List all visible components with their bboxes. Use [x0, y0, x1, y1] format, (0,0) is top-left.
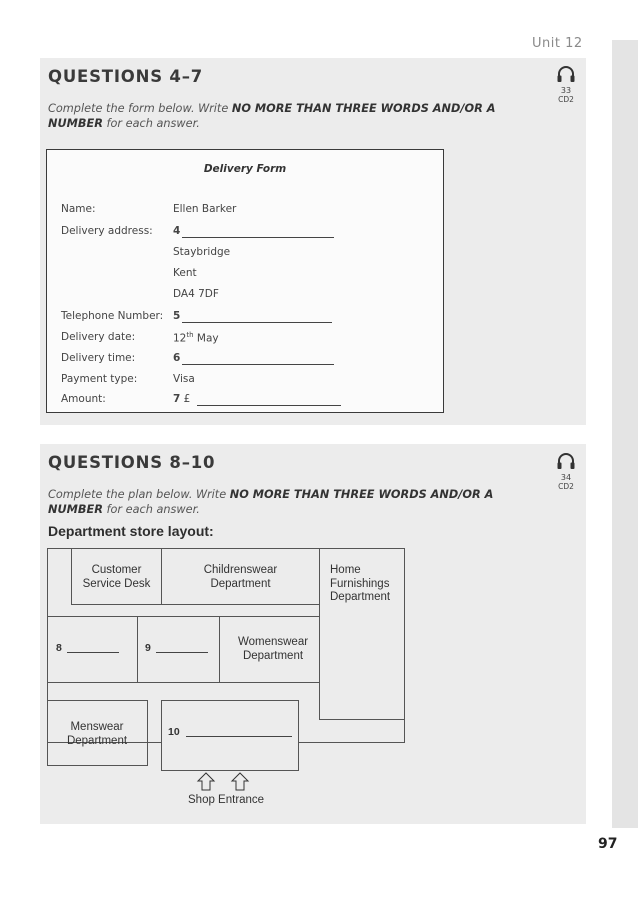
- audio-track-badge-34: [546, 453, 586, 491]
- audio-track-number: 33: [560, 86, 572, 95]
- section-title-questions-4-7: QUESTIONS 4–7: [48, 67, 204, 86]
- answer-blank-9[interactable]: [156, 652, 208, 653]
- question-number-5: 5: [173, 310, 181, 322]
- delivery-date-value: 12th May: [173, 331, 219, 345]
- answer-blank-4[interactable]: [182, 237, 334, 238]
- instruction-text-end: for each answer.: [102, 117, 200, 130]
- instruction-text-end: for each answer.: [102, 503, 200, 516]
- question-number-7: 7 £: [173, 393, 191, 405]
- name-value: Ellen Barker: [173, 203, 237, 215]
- instructions-questions-4-7: [48, 101, 518, 131]
- instruction-text: Complete the plan below. Write: [48, 488, 230, 501]
- room-label-womenswear: Womenswear Department: [237, 636, 309, 662]
- delivery-form: [46, 149, 444, 413]
- headphones-icon: [556, 68, 576, 87]
- entrance-arrows-icon: [196, 772, 266, 792]
- shop-entrance-label: Shop Entrance: [188, 794, 265, 806]
- delivery-address-label: Delivery address:: [61, 225, 153, 237]
- room-label-customer-service: Customer Service Desk: [82, 564, 151, 590]
- room-label-home-furnishings: Home Furnishings Department: [330, 564, 391, 603]
- question-number-9: 9: [145, 642, 151, 654]
- audio-track-badge-33: [546, 66, 586, 104]
- audio-cd-label: CD2: [558, 482, 574, 491]
- amount-label: Amount:: [61, 393, 106, 405]
- page-edge-strip: [612, 40, 638, 828]
- address-line-3: DA4 7DF: [173, 288, 219, 300]
- payment-type-label: Payment type:: [61, 373, 138, 385]
- instruction-text: Complete the form below. Write: [48, 102, 232, 115]
- answer-blank-8[interactable]: [67, 652, 119, 653]
- unit-label: Unit 12: [532, 36, 583, 51]
- instruction-emphasis: NO MORE THAN THREE WORDS AND/OR A NUMBER: [48, 488, 494, 516]
- address-line-1: Staybridge: [173, 246, 231, 258]
- page-number: 97: [598, 836, 618, 852]
- answer-blank-7[interactable]: [197, 405, 341, 406]
- answer-blank-10[interactable]: [186, 736, 292, 737]
- instruction-emphasis: NO MORE THAN THREE WORDS AND/OR A NUMBER: [48, 102, 496, 130]
- room-label-childrenswear: Childrenswear Department: [203, 564, 278, 590]
- answer-blank-6[interactable]: [182, 364, 334, 365]
- question-number-8: 8: [56, 642, 62, 654]
- address-line-2: Kent: [173, 267, 197, 279]
- form-title: Delivery Form: [203, 163, 287, 175]
- telephone-label: Telephone Number:: [61, 310, 164, 322]
- question-number-6: 6: [173, 352, 181, 364]
- room-label-menswear: Menswear Department: [66, 721, 128, 747]
- audio-track-number: 34: [560, 473, 572, 482]
- headphones-icon: [556, 455, 576, 474]
- question-number-4: 4: [173, 225, 181, 237]
- audio-cd-label: CD2: [558, 95, 574, 104]
- delivery-time-label: Delivery time:: [61, 352, 136, 364]
- plan-title: Department store layout:: [48, 523, 214, 539]
- payment-type-value: Visa: [173, 373, 195, 385]
- instructions-questions-8-10: [48, 487, 518, 517]
- answer-blank-5[interactable]: [182, 322, 332, 323]
- section-title-questions-8-10: QUESTIONS 8–10: [48, 453, 216, 472]
- name-label: Name:: [61, 203, 96, 215]
- question-number-10: 10: [168, 726, 180, 738]
- delivery-date-label: Delivery date:: [61, 331, 136, 343]
